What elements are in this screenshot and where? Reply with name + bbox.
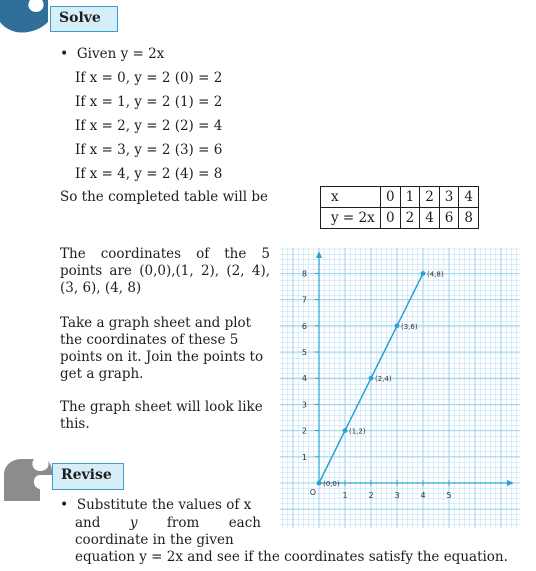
table-intro: So the completed table will be <box>60 189 268 205</box>
given-text: Given y = 2x <box>76 46 165 62</box>
y-tick-label: 5 <box>301 348 307 357</box>
step-line: If x = 1, y = 2 (1) = 2 <box>75 94 223 110</box>
table-cell: 3 <box>439 187 459 208</box>
y-tick-label: 2 <box>301 426 307 436</box>
x-tick-label: 1 <box>342 491 348 500</box>
y-tick-label: 4 <box>301 374 307 384</box>
graph-paper <box>280 248 520 528</box>
revise-word: from <box>166 515 200 531</box>
revise-line-3: coordinate in the given <box>75 532 234 548</box>
y-tick-label: 7 <box>301 295 307 305</box>
table-cell: 0 <box>381 187 401 208</box>
step-line: If x = 3, y = 2 (3) = 6 <box>75 142 223 158</box>
revise-line-4: equation y = 2x and see if the coordinates satisfy the equation. <box>75 549 508 565</box>
table-cell: 1 <box>400 187 420 208</box>
table-cell: y = 2x <box>321 208 381 229</box>
data-point <box>421 271 426 276</box>
data-label: (1,2) <box>349 427 366 436</box>
x-tick-label: 4 <box>420 491 426 500</box>
plot-paragraph: Take a graph sheet and plot the coordinates of these 5 points on it. Join the points to get a graph. <box>60 315 264 382</box>
bullet: • <box>60 46 69 62</box>
y-tick-label: 1 <box>301 452 307 462</box>
table-cell: 2 <box>420 187 440 208</box>
table-row <box>321 208 479 229</box>
revise-word: each <box>228 515 261 531</box>
coords-paragraph: The coordinates of the 5 points are (0,0),(1, 2), (2, 4), (3, 6), (4, 8) <box>60 246 270 296</box>
puzzle-piece-icon <box>0 455 52 503</box>
solve-heading: Solve <box>50 6 118 32</box>
table-cell: 0 <box>381 208 401 229</box>
revise-word: and <box>75 515 101 531</box>
revise-word: y <box>129 515 138 531</box>
origin-label: O <box>309 488 316 497</box>
data-label: (0,0) <box>323 480 340 488</box>
revise-text: Substitute the values of x <box>76 497 252 513</box>
revise-line-1 <box>60 497 251 513</box>
look-paragraph: The graph sheet will look like this. <box>60 399 263 432</box>
data-point <box>317 481 322 486</box>
table-cell: 4 <box>459 187 479 208</box>
table-cell: x <box>321 187 381 208</box>
table-cell: 6 <box>439 208 459 229</box>
line-graph <box>280 248 520 528</box>
values-table <box>320 186 479 229</box>
x-tick-label: 5 <box>446 491 452 500</box>
step-line: If x = 0, y = 2 (0) = 2 <box>75 70 223 86</box>
table-cell: 2 <box>400 208 420 229</box>
y-tick-label: 3 <box>301 400 307 410</box>
y-tick-label: 6 <box>301 321 307 331</box>
data-label: (2,4) <box>375 375 392 384</box>
table-cell: 8 <box>459 208 479 229</box>
table-row <box>321 187 479 208</box>
y-tick-label: 8 <box>301 269 307 279</box>
x-tick-label: 2 <box>368 491 374 500</box>
step-line: If x = 2, y = 2 (2) = 4 <box>75 118 223 134</box>
table-cell: 4 <box>420 208 440 229</box>
revise-heading: Revise <box>52 463 124 490</box>
data-point <box>343 428 348 433</box>
revise-line-2 <box>75 515 261 531</box>
data-label: (3,6) <box>401 322 418 331</box>
given-line <box>60 46 164 62</box>
puzzle-piece-icon <box>0 0 48 40</box>
step-line: If x = 4, y = 2 (4) = 8 <box>75 166 223 182</box>
data-point <box>395 323 400 328</box>
x-tick-label: 3 <box>394 491 400 500</box>
data-label: (4,8) <box>427 270 444 279</box>
data-point <box>369 376 374 381</box>
bullet: • <box>60 497 69 513</box>
